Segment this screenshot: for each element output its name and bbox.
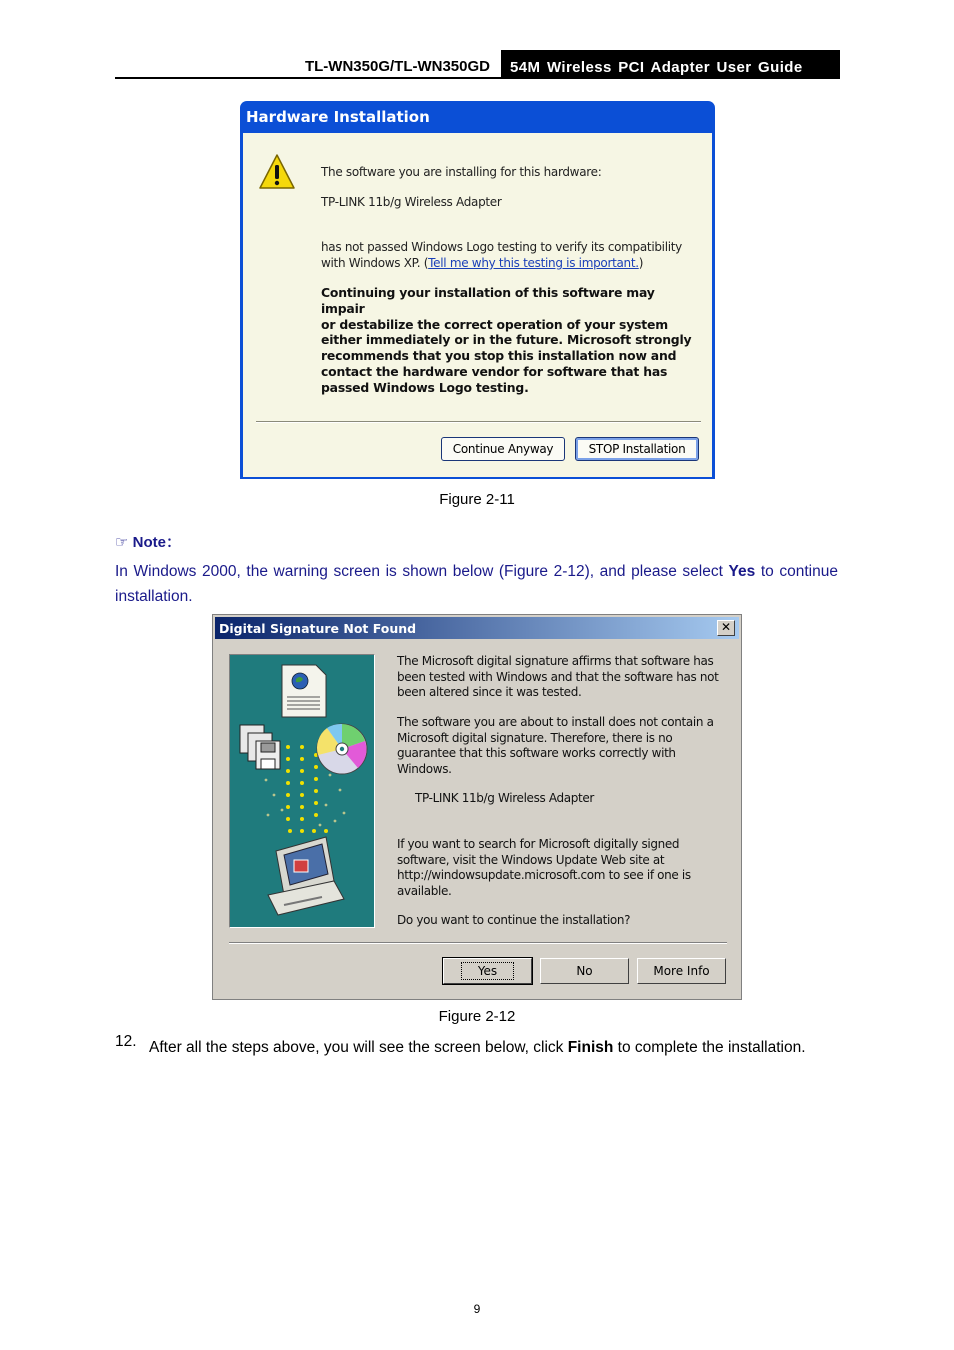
header-guide-title: 54M Wireless PCI Adapter User Guide: [501, 50, 840, 79]
header-model: TL-WN350G/TL-WN350GD: [304, 58, 490, 75]
header-rule: [115, 77, 501, 79]
intro-text: The software you are installing for this hardware:: [321, 165, 602, 179]
dialog-body: [243, 133, 712, 477]
dialog-title: Hardware Installation: [246, 108, 430, 126]
step-number: 12.: [115, 1033, 137, 1050]
dialog-titlebar: [215, 617, 739, 639]
page-number: 9: [473, 1302, 481, 1316]
device-name: TP-LINK 11b/g Wireless Adapter: [321, 195, 502, 209]
logo-text-line2: with Windows XP. (Tell me why this testing is important.): [321, 256, 644, 270]
warning-message: Continuing your installation of this software may impair or destabilize the correct operation of your system either immediately or in the future. Microsoft strongly recommends that you stop this installation now and contact the hardware vendor for software that has passed Windows Logo testing.: [321, 285, 692, 395]
step-text: After all the steps above, you will see the screen below, click Finish to complete the installation.: [149, 1039, 806, 1056]
continue-anyway-button[interactable]: Continue Anyway: [441, 437, 565, 461]
note-text: In Windows 2000, the warning screen is shown below (Figure 2-12), and please select Yes to continue installation.: [115, 563, 838, 605]
windows-update-paragraph: If you want to search for Microsoft digitally signed software, visit the Windows Update Web site at http://windowsupdate.microsoft.com to see if one is available.: [397, 837, 691, 898]
continue-question: Do you want to continue the installation?: [397, 913, 631, 927]
warning-icon: [258, 152, 296, 192]
stop-installation-button[interactable]: STOP Installation: [575, 437, 699, 461]
more-info-button[interactable]: More Info: [637, 958, 726, 984]
certificate-illustration: [229, 654, 375, 928]
dialog-divider: [256, 421, 701, 423]
dialog-divider: [229, 942, 727, 944]
figure-caption-2-12: Figure 2-12: [438, 1008, 516, 1025]
close-icon[interactable]: ✕: [717, 620, 735, 636]
unsigned-warning-paragraph: The software you are about to install does not contain a Microsoft digital signature. Therefore, there is no guarantee that this software works correctly with Windows.: [397, 715, 714, 776]
figure-caption-2-11: Figure 2-11: [439, 491, 515, 508]
hardware-installation-dialog: [240, 101, 715, 479]
setup-graphic-icon: [230, 655, 374, 927]
device-name: TP-LINK 11b/g Wireless Adapter: [415, 791, 595, 805]
no-button[interactable]: No: [540, 958, 629, 984]
logo-text-line1: has not passed Windows Logo testing to verify its compatibility: [321, 240, 682, 254]
yes-button[interactable]: Yes: [443, 958, 532, 984]
digital-signature-dialog: [212, 614, 742, 1000]
pointing-hand-icon: ☞: [115, 534, 129, 551]
note-heading: ☞ Note：: [115, 534, 181, 551]
dialog-title: Digital Signature Not Found: [219, 621, 417, 636]
why-testing-link[interactable]: Tell me why this testing is important.: [428, 256, 639, 270]
signature-info-paragraph: The Microsoft digital signature affirms that software has been tested with Windows and that the software has not been altered since it was tested.: [397, 654, 719, 700]
